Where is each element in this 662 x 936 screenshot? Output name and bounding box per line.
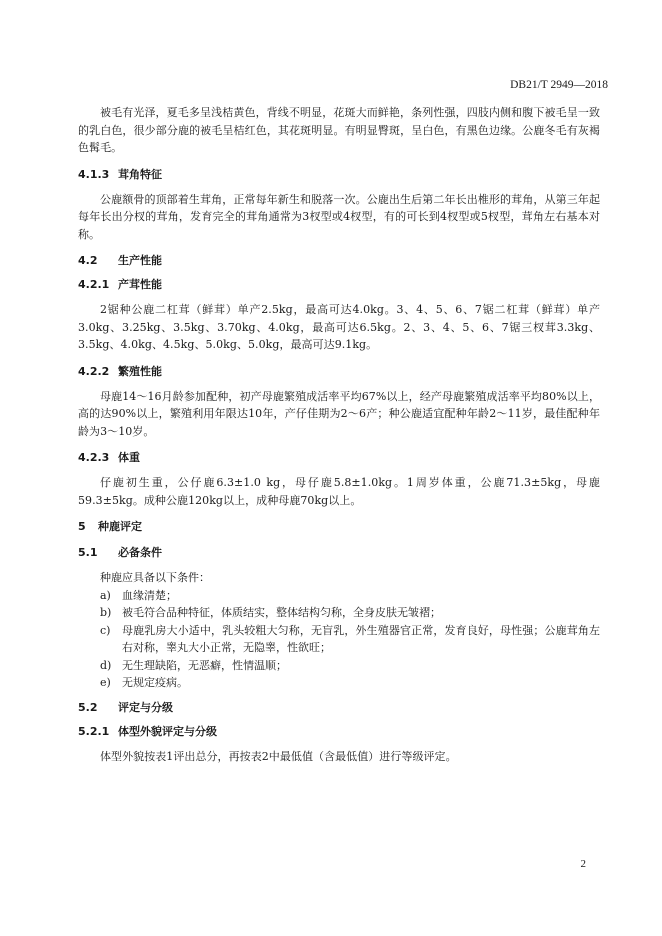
heading-4-2-2 [78, 364, 600, 380]
page-number: 2 [580, 858, 586, 870]
list-marker: b) [100, 606, 112, 619]
heading-5-2-1 [78, 724, 600, 740]
heading-5 [78, 519, 600, 535]
heading-4-2 [78, 253, 600, 269]
section-title: 评定与分级 [118, 700, 173, 714]
section-number: 4.2.1 [78, 278, 110, 291]
list-item [78, 587, 600, 605]
list-intro: 种鹿应具备以下条件： [100, 571, 210, 584]
section-title: 茸角特征 [118, 167, 162, 181]
heading-5-1 [78, 545, 600, 561]
list-item [78, 622, 600, 657]
paragraph-reproduction: 母鹿14～16月龄参加配种，初产母鹿繁殖成活率平均67%以上，经产母鹿繁殖成活率平均80%以上，高的达90%以上，繁殖利用年限达10年，产仔佳期为2～6产；种公鹿适宜配种年龄2～11岁，最佳配种年龄为3～10岁。 [78, 389, 600, 438]
heading-4-1-3 [78, 167, 600, 183]
requirements-list [78, 587, 600, 692]
section-title: 体重 [118, 451, 140, 464]
section-number: 4.2.2 [78, 364, 110, 378]
intro-paragraph: 被毛有光泽，夏毛多呈浅桔黄色，背线不明显，花斑大而鲜艳，条列性强，四肢内侧和腹下被毛呈一致的乳白色，很少部分鹿的被毛呈桔红色，其花斑明显。有明显臀斑，呈白色，有黑色边缘。公鹿冬毛有灰褐色髯毛。 [78, 106, 600, 154]
section-number: 5.2.1 [78, 724, 110, 738]
paragraph-body-weight: 仔鹿初生重，公仔鹿6.3±1.0 kg，母仔鹿5.8±1.0kg。1周岁体重，公鹿71.3±5kg，母鹿59.3±5kg。成种公鹿120kg以上，成种母鹿70kg以上。 [78, 476, 600, 507]
section-number: 5 [78, 520, 86, 533]
list-item [78, 604, 600, 622]
section-number: 5.1 [78, 546, 98, 559]
list-item-text: 无生理缺陷，无恶癖，性情温顺； [122, 658, 287, 672]
paragraph-appearance-grading: 体型外貌按表1评出总分，再按表2中最低值（含最低值）进行等级评定。 [100, 749, 457, 763]
section-title: 繁殖性能 [118, 364, 162, 378]
standard-code: DB21/T 2949—2018 [510, 79, 608, 91]
section-title: 生产性能 [118, 254, 162, 267]
section-title: 必备条件 [118, 546, 162, 559]
list-marker: e) [100, 676, 111, 689]
section-number: 4.1.3 [78, 167, 110, 181]
list-item [78, 674, 600, 692]
section-title: 种鹿评定 [98, 520, 142, 533]
list-item-text: 血缘清楚； [122, 588, 177, 602]
paragraph-antler-yield: 2锯种公鹿二杠茸（鲜茸）单产2.5kg，最高可达4.0kg。3、4、5、6、7锯二杠茸（鲜茸）单产3.0kg、3.25kg、3.5kg、3.70kg、4.0kg，最高可达6.5kg。2、3、4、5、6、7锯三杈茸3.3kg、3.5kg、4.0kg、4.5kg、5.0kg、5.0kg，最高可达9.1kg。 [78, 303, 600, 351]
list-item-text: 无规定疫病。 [122, 676, 188, 689]
list-marker: d) [100, 658, 112, 672]
list-marker: c) [100, 623, 111, 637]
list-item [78, 657, 600, 675]
list-item-text: 母鹿乳房大小适中，乳头较粗大匀称，无盲乳，外生殖器官正常，发育良好，母性强；公鹿茸角左右对称，睾丸大小正常，无隐睾，性欲旺； [122, 623, 600, 654]
heading-4-2-3 [78, 450, 600, 466]
document-body [78, 104, 600, 775]
section-number: 5.2 [78, 700, 98, 714]
heading-4-2-1 [78, 277, 600, 293]
paragraph-antler-features: 公鹿额骨的顶部着生茸角，正常每年新生和脱落一次。公鹿出生后第二年长出椎形的茸角，从第三年起每年长出分杈的茸角，发育完全的茸角通常为3杈型或4杈型，有的可长到4杈型或5杈型，茸角左右基本对称。 [78, 192, 600, 241]
section-title: 产茸性能 [118, 278, 162, 291]
section-number: 4.2.3 [78, 451, 110, 464]
list-marker: a) [100, 588, 111, 602]
heading-5-2 [78, 700, 600, 716]
section-title: 体型外貌评定与分级 [118, 724, 217, 738]
section-number: 4.2 [78, 254, 98, 267]
list-item-text: 被毛符合品种特征，体质结实，整体结构匀称，全身皮肤无皱褶； [122, 606, 441, 619]
